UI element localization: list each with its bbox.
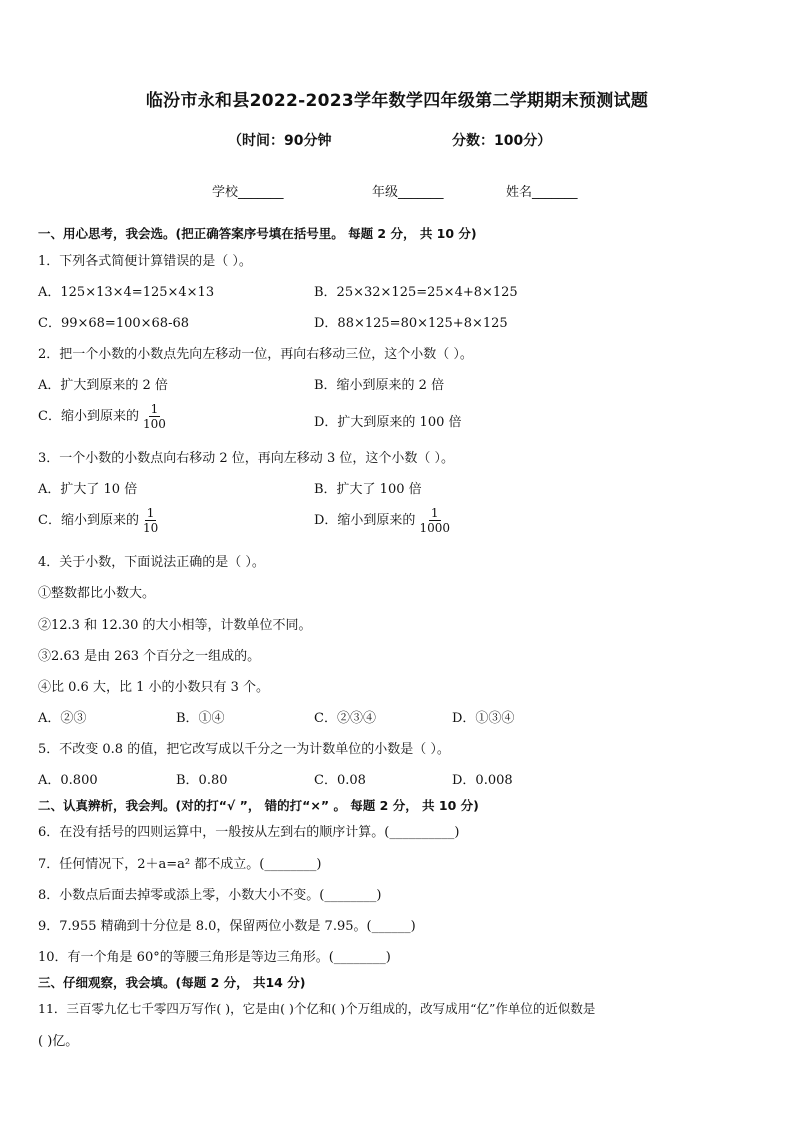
school-field: 学校_______: [212, 185, 284, 200]
q5-option-b: B．0.80: [176, 773, 228, 788]
section-heading-1: 一、用心思考，我会选。(把正确答案序号填在括号里。 每题 2 分， 共 10 分): [38, 226, 477, 241]
q3-option-c-text: C．缩小到原来的: [38, 513, 139, 528]
grade-field: 年级_______: [372, 185, 444, 200]
question-6: 6．在没有括号的四则运算中，一般按从左到右的顺序计算。(__________): [38, 825, 460, 840]
q1-option-c: C．99×68=100×68-68: [38, 316, 189, 331]
fraction: [417, 506, 452, 535]
q4-option-b: B．①④: [176, 711, 225, 726]
question-8: 8．小数点后面去掉零或添上零，小数大小不变。(________): [38, 888, 382, 903]
q4-statement-1: ①整数都比小数大。: [38, 586, 156, 601]
q3-option-d-text: D．缩小到原来的: [314, 513, 416, 528]
q3-option-a: A．扩大了 10 倍: [38, 482, 138, 497]
q3-option-b: B．扩大了 100 倍: [314, 482, 422, 497]
question-10: 10．有一个角是 60°的等腰三角形是等边三角形。(________): [38, 950, 391, 965]
q2-option-a: A．扩大到原来的 2 倍: [38, 378, 168, 393]
section-heading-2: 二、认真辨析，我会判。(对的打“√ ”， 错的打“×” 。 每题 2 分， 共 10 分): [38, 798, 479, 813]
question-5: 5．不改变 0.8 的值，把它改写成以千分之一为计数单位的小数是（ ）。: [38, 742, 450, 757]
q3-option-c: [38, 506, 160, 535]
q2-option-d: D．扩大到原来的 100 倍: [314, 415, 462, 430]
numerator: 1: [430, 506, 439, 520]
q1-option-a: A．125×13×4=125×4×13: [38, 285, 215, 300]
question-3: 3．一个小数的小数点向右移动 2 位，再向左移动 3 位，这个小数（ ）。: [38, 451, 454, 466]
exam-time: （时间：90分钟: [228, 133, 332, 149]
q5-option-c: C．0.08: [314, 773, 366, 788]
q4-statement-4: ④比 0.6 大，比 1 小的小数只有 3 个。: [38, 680, 270, 695]
q1-option-d: D．88×125=80×125+8×125: [314, 316, 508, 331]
question-7: 7．任何情况下，2＋a=a² 都不成立。(________): [38, 857, 322, 872]
q5-option-a: A．0.800: [38, 773, 98, 788]
fraction: [141, 506, 160, 535]
q4-statement-3: ③2.63 是由 263 个百分之一组成的。: [38, 649, 261, 664]
numerator: 1: [150, 402, 159, 416]
numerator: 1: [146, 506, 155, 520]
section-heading-3: 三、仔细观察，我会填。(每题 2 分， 共14 分): [38, 975, 306, 990]
denominator: 1000: [419, 521, 450, 535]
question-2: 2．把一个小数的小数点先向左移动一位，再向右移动三位，这个小数（ ）。: [38, 347, 473, 362]
q1-option-b: B．25×32×125=25×4+8×125: [314, 285, 518, 300]
exam-score: 分数：100分）: [452, 133, 552, 149]
q4-option-c: C．②③④: [314, 711, 376, 726]
q2-option-b: B．缩小到原来的 2 倍: [314, 378, 445, 393]
question-9: 9．7.955 精确到十分位是 8.0，保留两位小数是 7.95。(______): [38, 919, 416, 934]
q2-option-c: [38, 402, 168, 431]
fraction: [141, 402, 168, 431]
q4-option-d: D．①③④: [452, 711, 515, 726]
q4-option-a: A．②③: [38, 711, 87, 726]
denominator: 100: [142, 417, 166, 431]
q3-option-d: [314, 506, 452, 535]
page-title: 临汾市永和县2022-2023学年数学四年级第二学期期末预测试题: [145, 91, 649, 111]
question-11: 11．三百零九亿七千零四万写作( )，它是由( )个亿和( )个万组成的，改写成用“亿”作单位的近似数是: [38, 1001, 596, 1016]
question-11-continued: ( )亿。: [38, 1034, 79, 1049]
denominator: 10: [142, 521, 159, 535]
question-1: 1．下列各式简便计算错误的是（ ）。: [38, 254, 252, 269]
q5-option-d: D．0.008: [452, 773, 513, 788]
question-4: 4．关于小数，下面说法正确的是（ ）。: [38, 555, 265, 570]
name-field: 姓名_______: [506, 185, 578, 200]
q2-option-c-text: C．缩小到原来的: [38, 409, 139, 424]
q4-statement-2: ②12.3 和 12.30 的大小相等，计数单位不同。: [38, 618, 312, 633]
